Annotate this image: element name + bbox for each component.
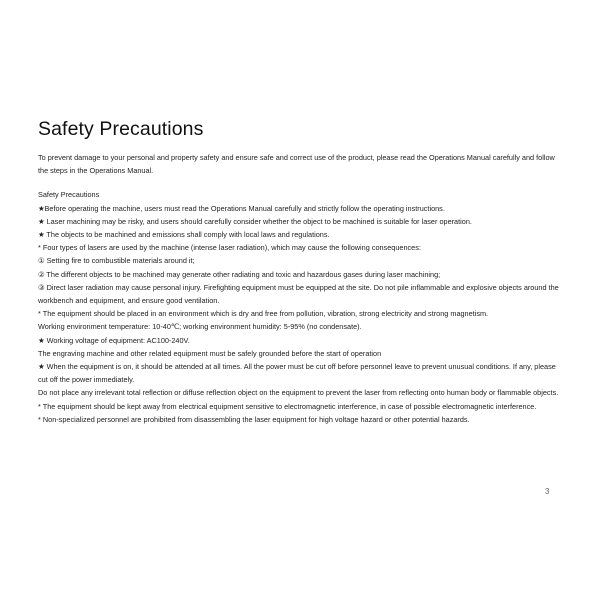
precaution-emi: * The equipment should be kept away from electrical equipment sensitive to electromagnetic interference, in case of possible electromagnetic interference. — [38, 401, 537, 411]
precaution-local-laws: ★ The objects to be machined and emissions shall comply with local laws and regulations. — [38, 230, 330, 240]
precaution-laser-risk: ★ Laser machining may be risky, and users should carefully consider whether the object to be machined is suitable for laser operation. — [38, 216, 472, 226]
consequence-gases: ② The different objects to be machined may generate other radiating and toxic and hazardous gases during laser machining; — [38, 269, 441, 279]
precaution-reflection: Do not place any irrelevant total reflection or diffuse reflection object on the equipment to prevent the laser from reflecting onto human body or flammable objects. — [38, 388, 559, 398]
precaution-read-manual: ★Before operating the machine, users must read the Operations Manual carefully and strictly follow the operating instructions. — [38, 203, 445, 213]
precaution-disassembly: * Non-specialized personnel are prohibited from disassembling the laser equipment for high voltage hazard or other potential hazards. — [38, 414, 470, 424]
consequence-fire: ① Setting fire to combustible materials around it; — [38, 256, 195, 266]
precaution-voltage: ★ Working voltage of equipment: AC100-240V. — [38, 335, 190, 345]
consequence-injury: ③ Direct laser radiation may cause personal injury. Firefighting equipment must be equipped at the site. Do not pile inflammable and explosive objects around the workbench and equipment, and ensure good ventilation. — [38, 282, 559, 306]
page-number: 3 — [545, 487, 550, 496]
working-conditions: Working environment temperature: 10-40℃; working environment humidity: 5-95% (no condensate). — [38, 322, 362, 332]
precaution-grounding: The engraving machine and other related equipment must be safely grounded before the start of operation — [38, 348, 382, 358]
page-title: Safety Precautions — [38, 118, 204, 140]
precaution-attended: ★ When the equipment is on, it should be attended at all times. All the power must be cut off before personnel leave to prevent unusual conditions. If any, please cut off the power immediately. — [38, 362, 556, 385]
precaution-laser-types: * Four types of lasers are used by the machine (intense laser radiation), which may cause the following consequences: — [38, 243, 421, 253]
document-body — [38, 151, 566, 426]
intro-paragraph: To prevent damage to your personal and property safety and ensure safe and correct use of the product, please read the Operations Manual carefully and follow the steps in the Operations Manual. — [38, 153, 555, 176]
section-heading: Safety Precautions — [38, 190, 100, 200]
precaution-environment: * The equipment should be placed in an environment which is dry and free from pollution, vibration, strong electricity and strong magnetism. — [38, 309, 489, 319]
